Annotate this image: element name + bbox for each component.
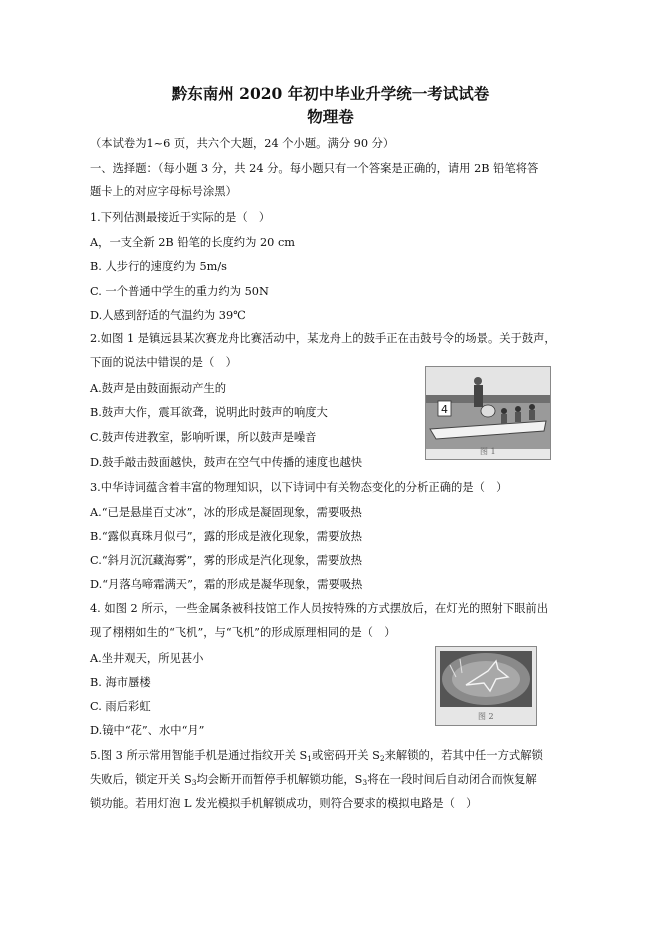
q3-stem: 3.中华诗词蕴含着丰富的物理知识，以下诗词中有关物态变化的分析正确的是（ ）: [90, 481, 508, 494]
exam-title: 黔东南州 2020 年初中毕业升学统一考试试卷: [171, 84, 490, 103]
q5-line1: 5.图 3 所示常用智能手机是通过指纹开关 $S_1$或密码开关 $S_2$来解锁的，若其中任一方式解锁: [90, 749, 543, 763]
q5-line3: 锁功能。若用灯泡 L 发光模拟手机解锁成功，则符合要求的模拟电路是（ ）: [90, 797, 478, 810]
svg-text:4: 4: [441, 403, 448, 416]
q1-option-b: B. 人步行的速度约为 5m/s: [90, 260, 227, 273]
q2-option-b: B.鼓声大作，震耳欲聋，说明此时鼓声的响度大: [90, 406, 328, 419]
q3-option-d: D.“月落乌啼霜满天”，霜的形成是凝华现象，需要吸热: [90, 578, 363, 591]
q5-line2: 失败后，锁定开关 $S_3$均会断开而暂停手机解锁功能，$S_3$将在一段时间后自动闭合而恢复解: [90, 773, 537, 787]
q4-option-b: B. 海市蜃楼: [90, 676, 151, 689]
figure-2-caption: 图 2: [478, 712, 494, 721]
exam-note: （本试卷为1~6 页，共六个大题，24 个小题。满分 90 分）: [90, 137, 395, 150]
q2-option-a: A.鼓声是由鼓面振动产生的: [90, 382, 227, 395]
q2-option-c: C.鼓声传进教室，影响听课，所以鼓声是噪音: [90, 431, 317, 444]
q4-option-c: C. 雨后彩虹: [90, 700, 151, 713]
q1-stem: 1.下列估测最接近于实际的是（ ）: [90, 211, 271, 224]
q1-option-c: C. 一个普通中学生的重力约为 50N: [90, 285, 269, 298]
q3-option-c: C.“斜月沉沉藏海雾”，雾的形成是汽化现象，需要放热: [90, 554, 362, 567]
q3-option-a: A.“已是悬崖百丈冰”，冰的形成是凝固现象，需要吸热: [90, 506, 362, 519]
q1-option-d: D.人感到舒适的气温约为 39℃: [90, 309, 246, 322]
q4-option-a: A.坐井观天，所见甚小: [90, 652, 204, 665]
q4-stem-line2: 现了栩栩如生的“飞机”，与“飞机”的形成原理相同的是（ ）: [90, 626, 396, 639]
figure-2-metal-plane: [435, 646, 537, 726]
exam-subtitle: 物理卷: [307, 107, 354, 126]
figure-1-dragon-boat: [425, 366, 551, 460]
section-heading-line1: 一、选择题：（每小题 3 分，共 24 分。每小题只有一个答案是正确的，请用 2B 铅笔将答: [90, 162, 539, 175]
q4-stem-line1: 4. 如图 2 所示，一些金属条被科技馆工作人员按特殊的方式摆放后，在灯光的照射下眼前出: [90, 602, 549, 615]
q2-option-d: D.鼓手敲击鼓面越快，鼓声在空气中传播的速度也越快: [90, 456, 363, 469]
q2-stem-line2: 下面的说法中错误的是（ ）: [90, 356, 237, 369]
q2-stem-line1: 2.如图 1 是镇远县某次赛龙舟比赛活动中，某龙舟上的鼓手正在击鼓号令的场景。关于鼓声，: [90, 332, 556, 345]
q4-option-d: D.镜中“花”、水中“月”: [90, 724, 205, 737]
q1-option-a: A，一支全新 2B 铅笔的长度约为 20 cm: [90, 236, 295, 249]
q3-option-b: B.“露似真珠月似弓”，露的形成是液化现象，需要放热: [90, 530, 362, 543]
section-heading-line2: 题卡上的对应字母标号涂黑）: [90, 185, 237, 198]
figure-1-caption: 图 1: [480, 447, 496, 456]
